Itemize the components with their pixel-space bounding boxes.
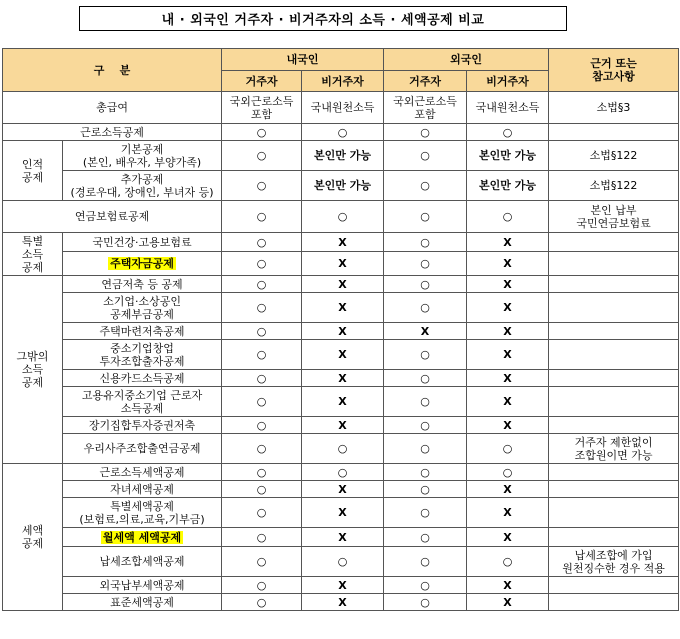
value-cell: X [467, 481, 549, 498]
value-cell: 본인만 가능 [467, 171, 549, 201]
row-label: 근로소득세액공제 [63, 464, 222, 481]
value-cell: ○ [384, 141, 467, 171]
header-basis: 근거 또는 참고사항 [549, 49, 679, 92]
value-cell: 국외근로소득 포함 [384, 92, 467, 124]
value-cell: ○ [384, 498, 467, 528]
header-foreign: 외국인 [384, 49, 549, 71]
value-cell: X [302, 594, 384, 611]
value-cell: ○ [384, 276, 467, 293]
table-row [3, 276, 679, 293]
header-category: 구 분 [3, 49, 222, 92]
value-cell: ○ [222, 233, 302, 252]
value-cell: X [302, 417, 384, 434]
highlighted-label: 주택자금공제 [110, 257, 174, 270]
value-cell: ○ [222, 481, 302, 498]
value-cell: X [302, 528, 384, 547]
row-label [63, 252, 222, 276]
value-cell: ○ [384, 481, 467, 498]
basis-cell [549, 577, 679, 594]
header-domestic-nonresident: 비거주자 [302, 71, 384, 92]
header-domestic-resident: 거주자 [222, 71, 302, 92]
highlighted-label: 월세액 세액공제 [102, 530, 182, 544]
value-cell: ○ [222, 387, 302, 417]
basis-cell [549, 387, 679, 417]
row-label: 납세조합세액공제 [63, 547, 222, 577]
value-cell: ○ [222, 171, 302, 201]
value-cell: ○ [222, 201, 302, 233]
table-row [3, 387, 679, 417]
value-cell: X [302, 323, 384, 340]
value-cell: ○ [384, 547, 467, 577]
basis-cell: 본인 납부 국민연금보험료 [549, 201, 679, 233]
table-row [3, 577, 679, 594]
table-row [3, 252, 679, 276]
basis-cell [549, 417, 679, 434]
value-cell: X [302, 498, 384, 528]
value-cell: X [467, 233, 549, 252]
basis-cell: 거주자 제한없이 조합원이면 가능 [549, 434, 679, 464]
value-cell: ○ [222, 340, 302, 370]
value-cell: X [302, 387, 384, 417]
value-cell: ○ [384, 528, 467, 547]
value-cell: ○ [222, 124, 302, 141]
value-cell: ○ [467, 547, 549, 577]
comparison-table [2, 48, 679, 611]
value-cell: ○ [384, 434, 467, 464]
value-cell: ○ [384, 594, 467, 611]
basis-cell [549, 124, 679, 141]
basis-cell [549, 370, 679, 387]
row-label: 기본공제 (본인, 배우자, 부양가족) [63, 141, 222, 171]
value-cell: ○ [384, 124, 467, 141]
table-row [3, 293, 679, 323]
value-cell: 본인만 가능 [467, 141, 549, 171]
value-cell: 본인만 가능 [302, 141, 384, 171]
group-label: 그밖의 소득 공제 [3, 276, 63, 464]
row-label: 장기집합투자증권저축 [63, 417, 222, 434]
basis-cell [549, 233, 679, 252]
value-cell: X [302, 233, 384, 252]
value-cell: X [302, 577, 384, 594]
value-cell: X [467, 340, 549, 370]
value-cell: ○ [222, 323, 302, 340]
value-cell: X [467, 323, 549, 340]
table-row [3, 434, 679, 464]
value-cell: X [467, 387, 549, 417]
value-cell: X [467, 276, 549, 293]
basis-cell [549, 293, 679, 323]
basis-cell [549, 464, 679, 481]
value-cell: 국내원천소득 [467, 92, 549, 124]
value-cell: ○ [302, 201, 384, 233]
row-label [63, 528, 222, 547]
table-row [3, 528, 679, 547]
value-cell: ○ [384, 201, 467, 233]
value-cell: X [302, 481, 384, 498]
value-cell: ○ [467, 464, 549, 481]
value-cell: ○ [384, 370, 467, 387]
value-cell: 국외근로소득 포함 [222, 92, 302, 124]
value-cell: ○ [384, 340, 467, 370]
basis-cell [549, 498, 679, 528]
value-cell: ○ [222, 434, 302, 464]
basis-cell [549, 528, 679, 547]
value-cell: ○ [384, 387, 467, 417]
row-label: 소기업·소상공인 공제부금공제 [63, 293, 222, 323]
value-cell: ○ [222, 293, 302, 323]
basis-cell [549, 594, 679, 611]
basis-cell: 소법§3 [549, 92, 679, 124]
table-row [3, 201, 679, 233]
table-row [3, 340, 679, 370]
value-cell: X [467, 252, 549, 276]
row-label: 고용유지중소기업 근로자 소득공제 [63, 387, 222, 417]
value-cell: ○ [384, 464, 467, 481]
value-cell: X [302, 340, 384, 370]
basis-cell [549, 340, 679, 370]
table-row [3, 233, 679, 252]
value-cell: ○ [384, 171, 467, 201]
value-cell: X [467, 528, 549, 547]
value-cell: ○ [222, 547, 302, 577]
value-cell: X [467, 577, 549, 594]
table-row [3, 464, 679, 481]
basis-cell: 납세조합에 가입 원천징수한 경우 적용 [549, 547, 679, 577]
value-cell: ○ [302, 464, 384, 481]
basis-cell [549, 276, 679, 293]
row-label: 연금저축 등 공제 [63, 276, 222, 293]
value-cell: ○ [222, 252, 302, 276]
row-label: 추가공제 (경로우대, 장애인, 부녀자 등) [63, 171, 222, 201]
table-row [3, 141, 679, 171]
table-row [3, 481, 679, 498]
value-cell: ○ [222, 370, 302, 387]
table-row [3, 323, 679, 340]
header-domestic: 내국인 [222, 49, 384, 71]
table-row [3, 171, 679, 201]
row-label: 외국납부세액공제 [63, 577, 222, 594]
value-cell: X [467, 594, 549, 611]
value-cell: ○ [302, 124, 384, 141]
value-cell: ○ [384, 293, 467, 323]
value-cell: ○ [222, 276, 302, 293]
value-cell: X [384, 323, 467, 340]
value-cell: ○ [222, 528, 302, 547]
value-cell: X [302, 293, 384, 323]
value-cell: ○ [222, 141, 302, 171]
value-cell: ○ [467, 124, 549, 141]
value-cell: X [302, 252, 384, 276]
group-label: 특별 소득 공제 [3, 233, 63, 276]
basis-cell [549, 323, 679, 340]
value-cell: ○ [302, 434, 384, 464]
table-row [3, 124, 679, 141]
value-cell: ○ [222, 577, 302, 594]
row-label: 주택마련저축공제 [63, 323, 222, 340]
value-cell: ○ [384, 417, 467, 434]
group-label: 세액 공제 [3, 464, 63, 611]
value-cell: 국내원천소득 [302, 92, 384, 124]
value-cell: X [302, 276, 384, 293]
value-cell: X [302, 370, 384, 387]
row-label: 표준세액공제 [63, 594, 222, 611]
basis-cell: 소법§122 [549, 171, 679, 201]
value-cell: X [467, 293, 549, 323]
row-label: 총급여 [3, 92, 222, 124]
row-label: 연금보험료공제 [3, 201, 222, 233]
value-cell: ○ [222, 594, 302, 611]
basis-cell [549, 252, 679, 276]
row-label: 자녀세액공제 [63, 481, 222, 498]
value-cell: ○ [302, 547, 384, 577]
value-cell: ○ [384, 233, 467, 252]
value-cell: ○ [384, 577, 467, 594]
table-row [3, 594, 679, 611]
table-row [3, 498, 679, 528]
table-row [3, 92, 679, 124]
table-row [3, 547, 679, 577]
header-foreign-nonresident: 비거주자 [467, 71, 549, 92]
value-cell: X [467, 498, 549, 528]
row-label: 중소기업창업 투자조합출자공제 [63, 340, 222, 370]
value-cell: 본인만 가능 [302, 171, 384, 201]
table-row [3, 417, 679, 434]
value-cell: ○ [222, 498, 302, 528]
row-label: 특별세액공제 (보험료,의료,교육,기부금) [63, 498, 222, 528]
value-cell: ○ [467, 201, 549, 233]
value-cell: X [467, 417, 549, 434]
basis-cell: 소법§122 [549, 141, 679, 171]
value-cell: ○ [222, 417, 302, 434]
value-cell: ○ [467, 434, 549, 464]
row-label: 신용카드소득공제 [63, 370, 222, 387]
value-cell: ○ [222, 464, 302, 481]
basis-cell [549, 481, 679, 498]
value-cell: ○ [384, 252, 467, 276]
row-label: 국민건강·고용보험료 [63, 233, 222, 252]
group-label: 인적 공제 [3, 141, 63, 201]
table-row [3, 370, 679, 387]
header-foreign-resident: 거주자 [384, 71, 467, 92]
row-label: 우리사주조합출연금공제 [63, 434, 222, 464]
row-label: 근로소득공제 [3, 124, 222, 141]
value-cell: X [467, 370, 549, 387]
page-title: 내 · 외국인 거주자 · 비거주자의 소득 · 세액공제 비교 [79, 6, 567, 31]
